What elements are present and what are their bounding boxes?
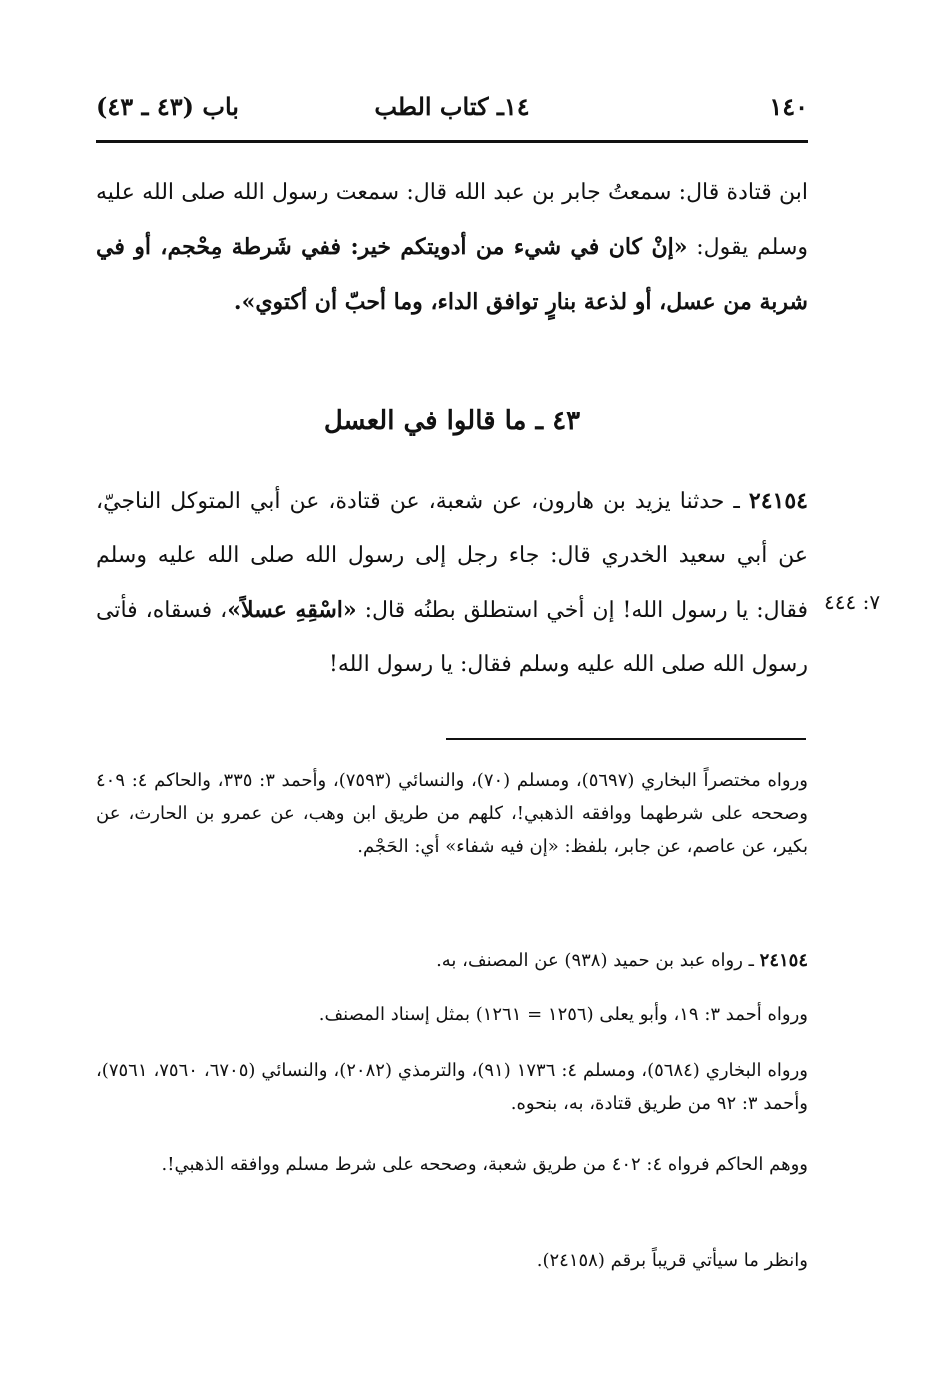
section-heading: ٤٣ ـ ما قالوا في العسل <box>323 406 581 436</box>
margin-reference: ٧: ٤٤٤ <box>824 590 881 614</box>
carryover-hadith <box>96 166 808 330</box>
carryover-matn: «إنْ كان في شيء من أدويتكم خير: ففي شَرطة مِحْجم، أو في شربة من عسل، أو لذعة بنارٍ توافق الداء، وما أحبّ أن أكتوي». <box>96 234 808 315</box>
footnote-hadith-number: ٢٤١٥٤ <box>759 950 808 971</box>
footnote-rule <box>446 738 806 740</box>
hadith-24154 <box>96 474 808 692</box>
hadith-paragraph <box>96 474 808 692</box>
book-title: ١٤ـ كتاب الطب <box>374 92 530 121</box>
footnote-text-part: ـ رواه عبد بن حميد (٩٣٨) عن المصنف، به. <box>436 950 760 971</box>
footnote-text: ووهم الحاكم فرواه ٤: ٤٠٢ من طريق شعبة، وصححه على شرط مسلم ووافقه الذهبي!. <box>161 1154 808 1175</box>
header-rule <box>96 140 808 143</box>
hadith-number: ٢٤١٥٤ <box>748 488 808 514</box>
footnote-3 <box>96 998 808 1031</box>
footnote-5 <box>96 1148 808 1181</box>
footnote-text: وانظر ما سيأتي قريباً برقم (٢٤١٥٨). <box>536 1250 808 1271</box>
footnote-6 <box>96 1244 808 1277</box>
carryover-isnad: ابن قتادة قال: سمعتُ جابر بن عبد الله قال: سمعت رسول الله صلى الله عليه وسلم يقول: <box>96 180 808 260</box>
hadith-text-part-1: ـ حدثنا يزيد بن هارون، عن شعبة، عن قتادة، عن أبي المتوكل الناجيّ، عن أبي سعيد الخدري قال: جاء رجل إلى رسول الله صلى الله عليه وسلم فقال: يا رسول الله! إن أخي استطلق بطنُه قال: <box>96 489 808 623</box>
footnote-text <box>96 944 808 977</box>
running-header <box>96 88 808 132</box>
hadith-text-part-2: ، فسقاه، فأتى رسول الله صلى الله عليه وسلم فقال: يا رسول الله! <box>96 598 808 677</box>
carryover-paragraph <box>96 166 808 330</box>
footnote-text: ورواه أحمد ٣: ١٩، وأبو يعلى (١٢٥٦ = ١٢٦١) بمثل إسناد المصنف. <box>318 1004 808 1025</box>
page-number: ١٤٠ <box>769 92 808 121</box>
footnote-4 <box>96 1054 808 1120</box>
footnote-text: ورواه البخاري (٥٦٨٤)، ومسلم ٤: ١٧٣٦ (٩١)، والترمذي (٢٠٨٢)، والنسائي (٦٧٠٥، ٧٥٦٠، ٧٥٦١)، وأحمد ٣: ٩٢ من طريق قتادة، به، بنحوه. <box>96 1060 808 1114</box>
footnote-text: ورواه مختصراً البخاري (٥٦٩٧)، ومسلم (٧٠)، والنسائي (٧٥٩٣)، وأحمد ٣: ٣٣٥، والحاكم ٤: ٤٠٩ وصححه على شرطهما ووافقه الذهبي!، كلهم من طريق ابن وهب، عن عمرو بن الحارث، عن بكير، عن عاصم، عن جابر، بلفظ: «إن فيه شفاء» أي: الحَجْم. <box>96 770 808 857</box>
footnote-2 <box>96 944 808 977</box>
hadith-quote: «اسْقِهِ عسلاً» <box>227 597 357 623</box>
chapter-range: باب (٤٣ ـ ٤٣) <box>96 92 239 121</box>
footnote-1 <box>96 764 808 863</box>
